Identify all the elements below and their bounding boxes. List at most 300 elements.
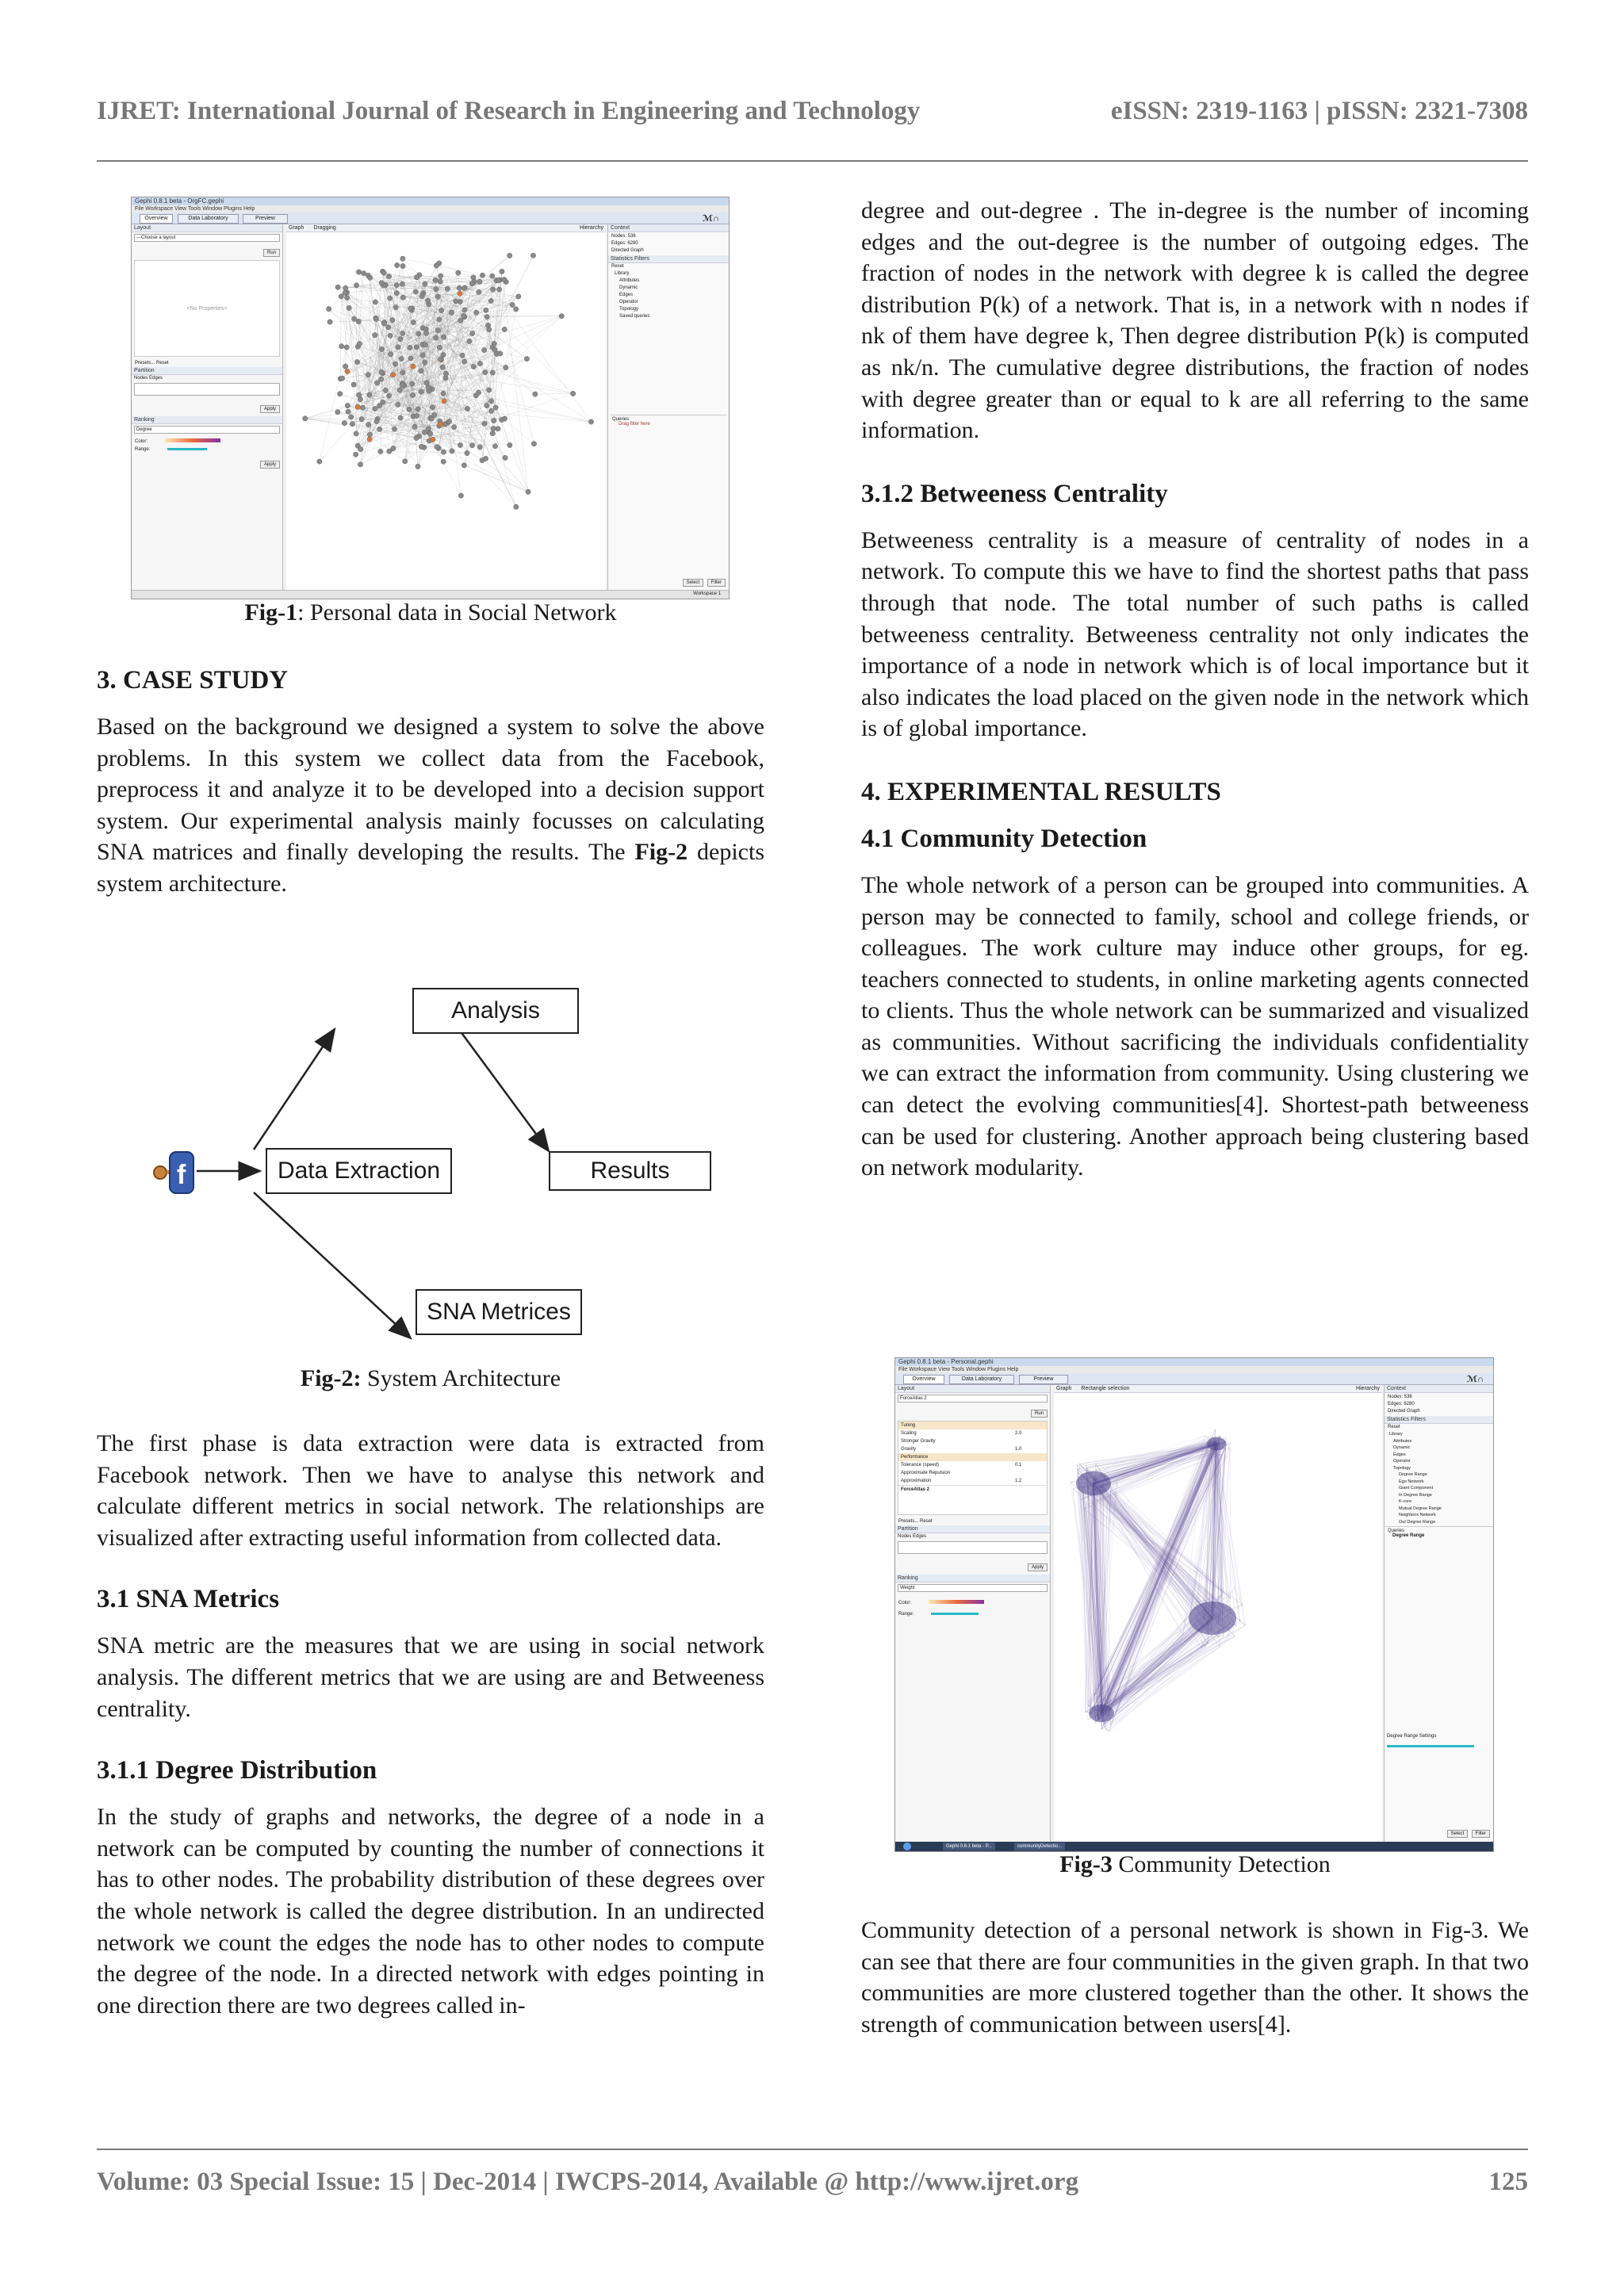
network-node xyxy=(408,356,413,361)
network-node xyxy=(461,313,465,318)
network-node xyxy=(351,382,356,387)
network-node xyxy=(492,347,497,352)
fig1-color-label: Color: xyxy=(135,439,148,444)
network-node xyxy=(337,392,342,396)
network-node xyxy=(458,299,462,304)
network-node xyxy=(396,402,400,407)
network-node xyxy=(355,404,360,409)
network-node xyxy=(481,347,486,352)
fig1-gephi-screenshot xyxy=(131,197,730,599)
network-node xyxy=(413,289,418,294)
fig3-stats-tabs: Statistics Filters xyxy=(1385,1416,1493,1424)
network-node xyxy=(458,493,463,498)
network-node xyxy=(339,294,343,299)
fig1-hierarchy: Hierarchy xyxy=(580,225,603,231)
network-node xyxy=(490,274,495,278)
network-node xyxy=(372,333,377,338)
fig2-reference: Fig-2 xyxy=(634,839,688,866)
fig1-stats-tabs: Statistics Filters xyxy=(608,255,729,263)
network-node xyxy=(381,400,385,404)
network-node xyxy=(343,285,347,290)
section-3-text: Based on the background we designed a system to solve the above problems. In this system we collect data from the Facebook, preprocess it and analyze it to be developed into a decision support system. Our experimental analysis mainly focusses on calculating SNA matrices and finally developing the results. The xyxy=(97,714,764,866)
network-node xyxy=(473,310,478,315)
section-3 xyxy=(97,666,764,900)
network-node xyxy=(374,419,379,423)
network-node xyxy=(400,281,404,286)
section-3-1-1-title: 3.1.1 Degree Distribution xyxy=(97,1756,377,1785)
fig1-layout-label: Layout xyxy=(132,224,282,232)
network-node xyxy=(425,298,430,303)
network-node xyxy=(516,294,521,299)
gephi-logo: ℳ∩ xyxy=(1467,1375,1484,1384)
network-node xyxy=(433,335,438,340)
fig3-range-slider xyxy=(931,1613,979,1615)
network-node xyxy=(486,388,491,392)
network-node xyxy=(381,270,386,275)
network-node xyxy=(476,390,481,395)
fig3-param-value: 1.0 xyxy=(1015,1447,1022,1452)
fig3-color-label: Color: xyxy=(898,1601,912,1605)
section-3-text-end: depicts system architecture. xyxy=(97,839,764,897)
network-node xyxy=(400,295,405,300)
fig3-ranking-label: Ranking xyxy=(895,1575,1050,1582)
fig3-community-graph xyxy=(1054,1396,1382,1840)
fig3-param-name: Tolerance (speed) xyxy=(901,1463,940,1468)
network-node xyxy=(345,403,350,408)
fig1-queries: Queries xyxy=(612,417,630,422)
fig3-param-row xyxy=(898,1461,1047,1469)
network-node xyxy=(438,279,442,284)
fig3-lib-item: Dynamic xyxy=(1393,1445,1411,1450)
fig2-box-analysis: Analysis xyxy=(412,988,579,1034)
journal-title: IJRET: International Journal of Research in Engineering and Technology xyxy=(97,97,921,125)
section-3-1-1-paragraph: In the study of graphs and networks, the degree of a node in a network can be computed by counting the number of connections it has to other nodes. The probability distribution of these degrees over the whole network is called the degree distribution. In an undirected network we count the edges the node has to other nodes to compute the degree of the node. In a directed network with edges pointing in one direction there are two degrees called in- xyxy=(97,1804,764,2019)
network-node xyxy=(416,464,420,469)
network-edge xyxy=(535,393,573,394)
network-node xyxy=(471,364,476,369)
network-node xyxy=(465,450,469,455)
fig3-param-row xyxy=(898,1469,1047,1477)
fig3-reset: Reset xyxy=(1388,1425,1400,1429)
fig3-forceatlas-desc: ForceAtlas 2 xyxy=(898,1485,1047,1514)
network-node xyxy=(462,359,467,364)
network-node xyxy=(400,370,405,375)
footer-rule xyxy=(97,2149,1528,2150)
network-node xyxy=(492,418,496,423)
fig2-caption-text: System Architecture xyxy=(361,1365,561,1391)
network-node xyxy=(411,364,416,369)
network-node xyxy=(497,351,502,356)
network-node xyxy=(469,331,474,335)
section-4-1-paragraph: The whole network of a person can be grouped into communities. A person may be connected to family, school and college friends, or colleagues. The work culture may induce other groups, for eg. teachers connected to students, in online marketing agents connected to clients. Thus the whole network can be summarized and visualized as communities. Without sacrificing the individuals confidentiality we can extract the information from community. Using clustering we can detect the evolving communities[4]. Shortest-path betweeness can be used for clustering. Another approach being clustering based on network modularity. xyxy=(861,871,1529,1181)
network-node xyxy=(437,345,442,350)
network-node xyxy=(514,504,519,509)
fig3-lib-item: Out Degree Range xyxy=(1399,1519,1436,1525)
network-node xyxy=(378,377,383,381)
fig1-right-pane xyxy=(607,224,729,591)
network-node xyxy=(462,308,467,312)
fig3-param-name: Gravity xyxy=(901,1447,917,1452)
fig3-taskbar-item-community: communityDetectio... xyxy=(1014,1843,1065,1850)
fig2-box-data-extraction: Data Extraction xyxy=(266,1148,452,1194)
network-node xyxy=(403,459,408,464)
network-node xyxy=(524,356,529,361)
network-node xyxy=(411,320,416,324)
network-node xyxy=(500,269,504,274)
fig1-tab-overview: Overview xyxy=(140,214,173,224)
fig3-lib-item: Library xyxy=(1389,1432,1403,1437)
fig1-reset: Reset xyxy=(611,264,624,269)
network-node xyxy=(438,422,442,427)
fig3-lib-item: Giant Component xyxy=(1399,1486,1434,1490)
fig3-filter-button: Filter xyxy=(1472,1830,1490,1838)
network-edge xyxy=(320,347,347,461)
network-node xyxy=(394,282,399,287)
network-node xyxy=(373,316,378,321)
network-node xyxy=(502,327,507,331)
fig1-tab-data-lab: Data Laboratory xyxy=(178,214,239,224)
network-node xyxy=(400,263,405,268)
network-node xyxy=(392,427,396,431)
fig1-lib-item: Edges xyxy=(619,293,634,297)
fig1-layout-select: ---Choose a layout xyxy=(134,234,280,242)
fig1-drag-filter: Drag filter here xyxy=(619,422,650,427)
fig1-nodes-count: Nodes: 536 xyxy=(611,234,636,239)
network-node xyxy=(503,455,508,460)
network-node xyxy=(344,345,349,350)
network-node xyxy=(354,283,358,288)
fig3-discussion-paragraph: Community detection of a personal network is shown in Fig-3. We can see that there are four communities in the given graph. In that two communities are more clustered together than the other. It shows the strength of communication between users[4]. xyxy=(861,1917,1529,2038)
fig1-lib-item: Attributes xyxy=(619,278,640,283)
network-node xyxy=(439,308,443,312)
network-edge xyxy=(340,297,341,379)
fig1-lib-item: Topology xyxy=(619,307,639,312)
network-node xyxy=(434,263,439,268)
fig1-ranking-label: Ranking xyxy=(132,416,282,424)
fig1-library-list xyxy=(608,270,729,321)
section-3-1-2-paragraph: Betweeness centrality is a measure of centrality of nodes in a network. To compute this we have to find the shortest paths that pass through that node. The total number of such paths is called betweeness centrality. Betweeness centrality not only indicates the importance of a node in network which is of local importance but it also indicates the load placed on the given node in the network which is of global importance. xyxy=(861,526,1529,742)
section-3-1-2-title: 3.1.2 Betweeness Centrality xyxy=(861,479,1168,508)
network-node xyxy=(508,442,512,447)
network-node xyxy=(491,287,496,292)
fig3-graph-type: Directed Graph xyxy=(1388,1409,1420,1414)
network-node xyxy=(335,409,340,414)
network-node xyxy=(442,398,446,403)
network-node xyxy=(414,435,419,440)
fig2-arrow-extraction-to-analysis xyxy=(254,1029,335,1150)
fig1-partition-apply: Apply xyxy=(260,405,280,413)
fig3-range-label: Range: xyxy=(898,1612,914,1617)
fig3-param-name: Scaling xyxy=(901,1431,917,1436)
fig1-workspace: Workspace 1 xyxy=(693,591,721,596)
network-node xyxy=(326,306,331,311)
network-node xyxy=(317,459,322,464)
fig1-lib-item: Library xyxy=(615,271,630,276)
gephi-logo: ℳ∩ xyxy=(703,214,719,224)
network-node xyxy=(354,359,359,364)
network-node xyxy=(491,426,496,430)
fig1-left-pane xyxy=(132,224,283,591)
network-node xyxy=(358,462,362,467)
fig1-partition-tabs: Nodes Edges xyxy=(134,376,163,381)
network-node xyxy=(485,403,489,408)
fig1-lib-item: Dynamic xyxy=(619,285,638,290)
fig3-lib-item: In Degree Range xyxy=(1399,1492,1432,1498)
fig3-tab-preview: Preview xyxy=(1019,1375,1068,1384)
network-node xyxy=(419,369,423,373)
fig3-param-row xyxy=(898,1429,1047,1437)
first-phase-paragraph: The first phase is data extraction were data is extracted from Facebook network. Then we have to analyse this network and calculate different metrics in social network. The relationships are visualized after extracting useful information from collected data. xyxy=(97,1430,764,1551)
fig3-lib-item: Topology xyxy=(1393,1465,1411,1471)
network-node xyxy=(433,277,438,282)
fig3-graph-label: Graph xyxy=(1056,1386,1072,1391)
fig3-left-pane xyxy=(895,1385,1051,1842)
network-node xyxy=(496,287,501,292)
network-node xyxy=(346,409,350,414)
network-node xyxy=(480,273,485,277)
fig3-tab-data-lab: Data Laboratory xyxy=(949,1375,1014,1384)
network-node xyxy=(350,421,354,426)
network-node xyxy=(373,300,377,304)
network-node xyxy=(477,289,481,294)
network-node xyxy=(471,275,476,280)
footer-volume: Volume: 03 Special Issue: 15 | Dec-2014 | IWCPS-2014, Available @ http://www.ijret.org xyxy=(97,2168,1079,2196)
network-node xyxy=(460,353,465,358)
network-node xyxy=(353,452,358,457)
fig3-run-button: Run xyxy=(1031,1410,1048,1418)
network-node xyxy=(344,295,349,300)
network-node xyxy=(435,294,440,299)
fig3-partition-tabs: Nodes Edges xyxy=(898,1534,927,1539)
network-node xyxy=(394,290,399,295)
fig1-ranking-apply: Apply xyxy=(260,461,280,469)
network-node xyxy=(531,442,536,446)
community-cluster xyxy=(1207,1437,1226,1451)
network-node xyxy=(588,419,593,424)
page-footer xyxy=(97,2168,1528,2207)
network-node xyxy=(355,443,360,448)
fig3-lib-item: Mutual Degree Range xyxy=(1399,1506,1442,1511)
network-node xyxy=(484,308,488,312)
network-node xyxy=(327,320,332,324)
fig2-arrow-extraction-to-sna xyxy=(254,1192,411,1338)
header-rule xyxy=(97,160,1528,162)
network-node xyxy=(441,459,446,464)
fig1-lib-item: Saved queries xyxy=(619,314,650,319)
network-node xyxy=(493,405,498,410)
fig1-filter-button: Filter xyxy=(707,579,726,587)
network-node xyxy=(465,406,469,411)
fig1-caption xyxy=(97,599,764,626)
network-node xyxy=(408,306,412,311)
network-node xyxy=(388,352,393,357)
network-node xyxy=(430,404,435,409)
fig1-graph-pane xyxy=(286,224,606,591)
network-node xyxy=(419,444,423,449)
network-node xyxy=(397,388,402,392)
network-node xyxy=(504,365,508,369)
fig1-run-button: Run xyxy=(263,249,280,257)
network-node xyxy=(390,373,395,377)
fig3-hierarchy: Hierarchy xyxy=(1356,1386,1380,1391)
section-4-title: 4. EXPERIMENTAL RESULTS xyxy=(861,777,1221,806)
network-node xyxy=(398,336,403,341)
network-node xyxy=(559,313,564,318)
fig3-param-value xyxy=(1015,1437,1047,1445)
network-node xyxy=(414,275,419,280)
network-node xyxy=(379,346,384,351)
fig1-label: Fig-1 xyxy=(244,599,298,626)
network-node xyxy=(400,331,405,335)
network-node xyxy=(435,327,440,332)
network-node xyxy=(469,443,474,448)
network-node xyxy=(437,317,442,322)
fig3-param-row xyxy=(898,1453,1047,1461)
network-node xyxy=(458,442,462,447)
fig1-context-label: Context xyxy=(608,224,729,232)
fig3-edges-count: Edges: 6280 xyxy=(1388,1402,1415,1406)
network-node xyxy=(395,262,400,267)
fig3-degree-range-query: Degree Range xyxy=(1392,1533,1425,1538)
network-node xyxy=(438,274,442,278)
fig3-param-row xyxy=(898,1422,1047,1429)
fig1-range-label: Range: xyxy=(135,447,151,452)
fig3-ranking-attr: Weight xyxy=(898,1584,1048,1592)
network-node xyxy=(490,431,495,436)
fig3-param-name: Approximate Repulsion xyxy=(901,1471,951,1475)
fig3-params-table xyxy=(898,1421,1048,1515)
network-node xyxy=(393,304,398,309)
network-node xyxy=(469,281,474,285)
fig3-select-button: Select xyxy=(1447,1830,1469,1838)
network-node xyxy=(477,445,482,450)
network-node xyxy=(303,416,308,421)
fig3-param-value: 2.0 xyxy=(1015,1431,1022,1436)
fig2-system-architecture xyxy=(143,983,730,1340)
section-3-paragraph xyxy=(97,711,764,900)
page-header xyxy=(97,97,1528,136)
network-node xyxy=(339,376,344,381)
network-node xyxy=(422,430,427,434)
fig3-lib-item: Attributes xyxy=(1393,1438,1412,1444)
fig1-dragging: Dragging xyxy=(313,225,336,231)
fig3-graph-pane xyxy=(1054,1385,1382,1842)
network-node xyxy=(443,371,448,376)
fig3-lib-item: Operator xyxy=(1393,1459,1411,1464)
network-node xyxy=(419,389,423,394)
network-node xyxy=(440,365,445,369)
fig2-box-results: Results xyxy=(549,1151,711,1191)
network-node xyxy=(462,285,466,290)
fig3-param-name: Tuning xyxy=(901,1423,916,1428)
fig3-label: Fig-3 xyxy=(1059,1851,1113,1877)
network-node xyxy=(513,307,518,312)
network-node xyxy=(381,321,386,326)
fig3-param-row xyxy=(898,1437,1047,1445)
network-node xyxy=(409,381,414,386)
network-node xyxy=(453,299,458,304)
network-node xyxy=(366,422,370,427)
fig3-titlebar: Gephi 0.8.1 beta - Personal.gephi xyxy=(895,1358,1493,1366)
fig3-partition-apply: Apply xyxy=(1028,1563,1048,1571)
fig1-select-button: Select xyxy=(683,579,704,587)
network-node xyxy=(383,388,388,392)
fig1-lib-item: Operator xyxy=(619,300,638,304)
left-body xyxy=(97,1428,764,2021)
network-node xyxy=(423,342,427,347)
fig1-graph-type: Directed Graph xyxy=(611,248,644,253)
fig3-library-list xyxy=(1385,1430,1493,1526)
network-node xyxy=(414,413,419,418)
fig3-menubar: File Workspace View Tools Window Plugins Help xyxy=(895,1366,1493,1373)
fig1-tabbar xyxy=(132,212,729,224)
fig3-taskbar-item-gephi: Gephi 0.8.1 beta - P... xyxy=(943,1843,995,1850)
network-node xyxy=(483,369,488,374)
section-3-1-paragraph: SNA metric are the measures that we are using in social network analysis. The different metrics that we are using are and Betweeness centrality. xyxy=(97,1632,764,1722)
network-node xyxy=(343,290,347,295)
network-node xyxy=(414,345,419,350)
fig1-partition-field xyxy=(134,383,280,396)
svg-text:f: f xyxy=(177,1160,186,1190)
network-node xyxy=(496,277,501,282)
network-node xyxy=(347,305,351,310)
network-node xyxy=(423,360,427,365)
section-3-title: 3. CASE STUDY xyxy=(97,666,289,695)
network-node xyxy=(356,270,361,274)
network-node xyxy=(348,415,353,419)
network-node xyxy=(462,463,466,468)
fig1-network-graph xyxy=(286,235,603,568)
network-node xyxy=(400,383,404,388)
network-node xyxy=(408,345,412,350)
network-node xyxy=(339,344,343,349)
network-node xyxy=(354,431,358,436)
fig3-param-value xyxy=(1015,1469,1047,1477)
network-node xyxy=(435,444,439,449)
network-node xyxy=(477,361,482,365)
network-node xyxy=(367,432,372,437)
network-node xyxy=(423,331,428,335)
fig3-param-name: Approximation xyxy=(901,1479,932,1483)
network-node xyxy=(416,407,420,411)
fig3-gephi-screenshot xyxy=(894,1357,1494,1852)
fig3-degree-slider xyxy=(1387,1745,1474,1747)
fig3-degree-settings: Degree Range Settings xyxy=(1387,1734,1437,1739)
fig3-param-value: 0.1 xyxy=(1015,1463,1022,1468)
network-node xyxy=(456,270,461,275)
fig3-queries: Queries xyxy=(1388,1529,1405,1533)
fig3-param-row xyxy=(898,1477,1047,1485)
fig1-color-gradient xyxy=(165,438,220,442)
network-node xyxy=(490,370,495,375)
fig1-menubar: File Workspace View Tools Window Plugins Help xyxy=(132,205,729,212)
fig3-param-name: Stronger Gravity xyxy=(901,1439,936,1444)
degree-continuation-paragraph: degree and out-degree . The in-degree is the number of incoming edges and the out-degree is the number of outgoing edges. The fraction of nodes in the network with degree k is called the degree distribution P(k) of a network. That is, in a network with n nodes if nk of them have degree k, Then degree distribution P(k) is computed as nk/n. The cumulative degree distributions, the fraction of nodes with degree greater than or equal to k are all referring to the same information. xyxy=(861,197,1529,444)
network-node xyxy=(377,427,381,431)
network-node xyxy=(423,281,427,286)
network-node xyxy=(482,421,487,426)
network-node xyxy=(441,335,446,339)
network-node xyxy=(446,419,451,423)
network-node xyxy=(451,424,456,429)
network-node xyxy=(458,318,463,323)
fig3-caption xyxy=(861,1851,1529,1878)
start-orb-icon xyxy=(903,1843,911,1850)
fig3-lib-item: Edges xyxy=(1393,1452,1406,1457)
network-node xyxy=(388,333,393,338)
fig3-param-name: Performance xyxy=(901,1455,929,1460)
fig3-tabbar xyxy=(895,1373,1493,1385)
